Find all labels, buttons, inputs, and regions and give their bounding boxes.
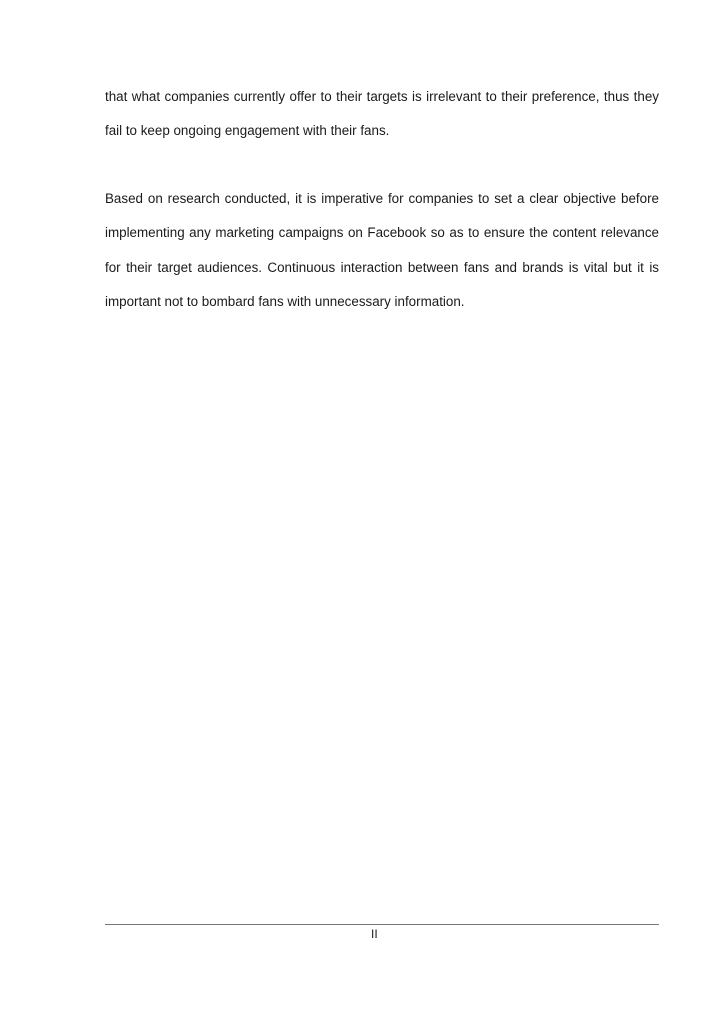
page-number: II [371,927,378,941]
paragraph-continuation: that what companies currently offer to their targets is irrelevant to their preference, thus they fail to keep ongoing engagement with their fans. [105,89,659,139]
paragraph-conclusion: Based on research conducted, it is imperative for companies to set a clear objective before implementing any marketing campaigns on Facebook so as to ensure the content relevance for their target audiences. Continuous interaction between fans and brands is vital but it is important not to bombard fans with unnecessary information. [105,191,659,309]
